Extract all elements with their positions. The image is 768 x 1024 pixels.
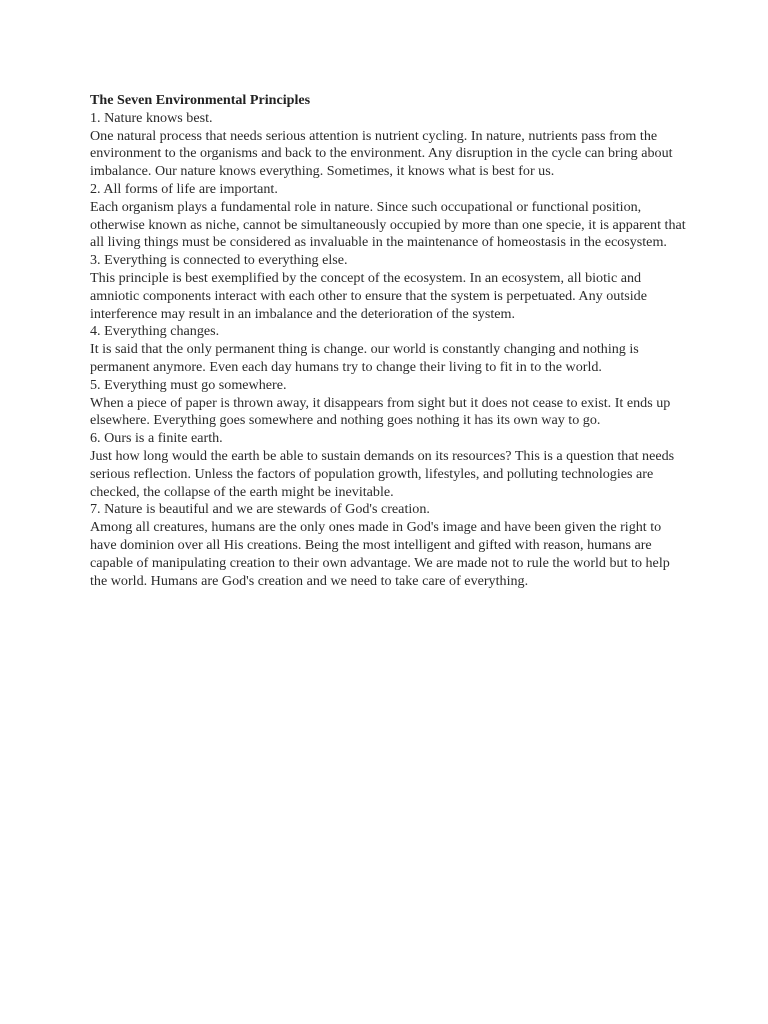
document-title: The Seven Environmental Principles (90, 92, 311, 108)
principle-body: One natural process that needs serious attention is nutrient cycling. In nature, nutrients pass from the environment to the organisms and back to the environment. Any disruption in the cycle can bring about imbalance. Our nature knows everything. Sometimes, it knows what is best for us. (90, 127, 673, 180)
principle-1 (90, 110, 690, 181)
principle-heading: 4. Everything changes. (90, 323, 220, 340)
principle-7 (90, 501, 690, 590)
principle-heading: 2. All forms of life are important. (90, 180, 278, 197)
principle-5 (90, 377, 690, 430)
principle-heading: 6. Ours is a finite earth. (90, 430, 223, 447)
principle-body: Among all creatures, humans are the only ones made in God's image and have been given the right to have dominion over all His creations. Being the most intelligent and gifted with reason, humans are capable of manipulating creation to their own advantage. We are made not to rule the world but to help the world. Humans are God's creation and we need to take care of everything. (90, 519, 670, 589)
principle-heading: 5. Everything must go somewhere. (90, 376, 287, 393)
principle-heading: 7. Nature is beautiful and we are stewards of God's creation. (90, 501, 430, 518)
principle-6 (90, 430, 690, 501)
principle-2 (90, 181, 690, 252)
principle-heading: 3. Everything is connected to everything else. (90, 252, 348, 269)
principle-body: It is said that the only permanent thing is change. our world is constantly changing and nothing is permanent anymore. Even each day humans try to change their living to fit in to the world. (90, 341, 639, 375)
principle-body: Just how long would the earth be able to sustain demands on its resources? This is a question that needs serious reflection. Unless the factors of population growth, lifestyles, and polluting technologies are checked, the collapse of the earth might be inevitable. (90, 447, 675, 500)
principle-4 (90, 323, 690, 376)
principle-body: This principle is best exemplified by the concept of the ecosystem. In an ecosystem, all biotic and amniotic components interact with each other to ensure that the system is perpetuated. Any outside interference may result in an imbalance and the deterioration of the system. (90, 269, 647, 322)
principle-heading: 1. Nature knows best. (90, 109, 213, 126)
principle-body: When a piece of paper is thrown away, it disappears from sight but it does not cease to exist. It ends up elsewhere. Everything goes somewhere and nothing goes nothing it has its own way to go. (90, 394, 671, 429)
document-page (90, 92, 690, 590)
principle-body: Each organism plays a fundamental role in nature. Since such occupational or functional position, otherwise known as niche, cannot be simultaneously occupied by more than one specie, it is apparent that all living things must be considered as invaluable in the maintenance of homeostasis in the ecosystem. (90, 198, 686, 251)
principle-3 (90, 252, 690, 323)
